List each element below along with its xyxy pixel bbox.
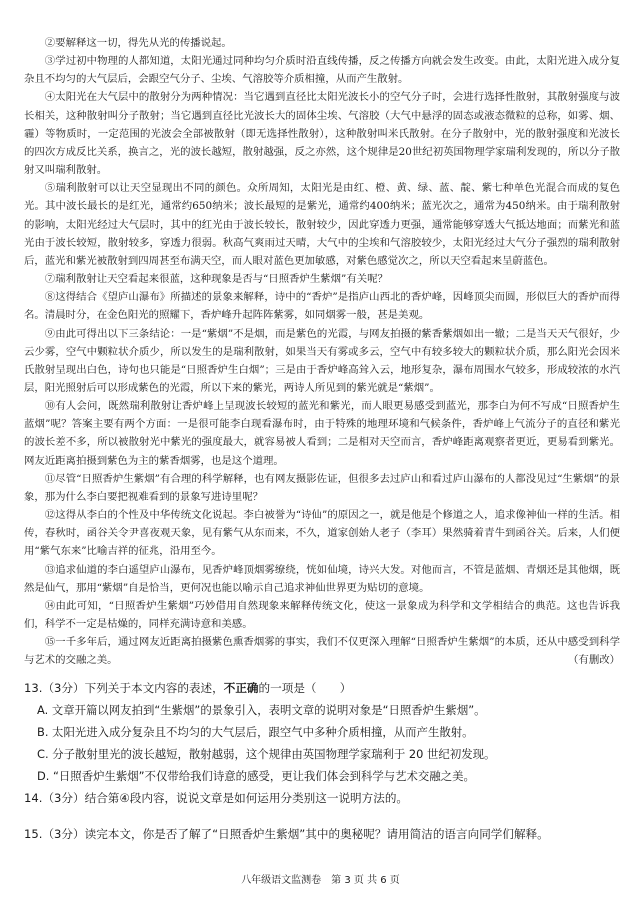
reading-passage [24, 34, 620, 669]
option-b: B. 太阳光进入成分复杂且不均匀的大气层后，跟空气中多种介质相撞，从而产生散射。 [37, 725, 474, 739]
question-15: 15.（3分）读完本文，你是否了解了“日照香炉生紫烟”其中的奥秘呢？请用简洁的语言向同学们解释。 [24, 827, 549, 841]
questions-section [24, 677, 620, 845]
paragraph-13: ⑬追求仙道的李白遥望庐山瀑布，见香炉峰顶烟雾缭绕，恍如仙境，诗兴大发。对他而言，不管是蓝烟、青烟还是其他烟，既然是仙气，那用“紫烟”自是恰当，更何况也能以喻示自己追求神仙世界更为贴切的意境。 [24, 563, 620, 594]
paragraph-8: ⑧这得结合《望庐山瀑布》所描述的景象来解释，诗中的“香炉”是指庐山西北的香炉峰，因峰顶尖而圆，形似巨大的香炉而得名。清晨时分，在金色阳光的照耀下，香炉峰升起阵阵紫雾，如同烟雾一般，甚是美观。 [24, 291, 620, 322]
paragraph-14: ⑭由此可知，“日照香炉生紫烟”巧妙借用自然现象来解释传统文化，使这一景象成为科学和文学相结合的典范。这也告诉我们，科学不一定是枯燥的，同样充满诗意和美感。 [24, 599, 620, 630]
paragraph-9: ⑨由此可得出以下三条结论：一是“紫烟”不是烟，而是紫色的光霞，与网友拍摄的紫香紫烟如出一辙；二是当天天气很好，少云少雾，空气中颗粒状介质少，所以发生的是瑞利散射，如果当天有雾或多云，空气中有较多较大的颗粒状介质，那么阳光会因米氏散射呈现出白色，诗句也只能是“日照香炉生白烟”；三是由于香炉峰高耸入云，地形复杂，瀑布周围水气较多，形成较浓的水汽层，阳光照射后可以形成紫色的光霞，所以下来的紫光，两诗人所见到的紫光就是“紫烟”。 [24, 327, 620, 394]
paragraph-7: ⑦瑞利散射让天空看起来很蓝，这种现象是否与“日照香炉生紫烟”有关呢？ [44, 273, 388, 286]
paragraph-4: ④太阳光在大气层中的散射分为两种情况：当它遇到直径比太阳光波长小的空气分子时，会进行选择性散射，其散射强度与波长相关，这种散射叫分子散射；当它遇到直径比光波长大的固体尘埃、气溶胶（大气中悬浮的固态或液态微粒的总称，如雾、烟、霾）等物质时，一定范围的光波会全部被散射（即无选择性散射），这种散射叫米氏散射。在分子散射中，光的散射强度和光波长的四次方成反比关系，换言之，光的波长越短，散射越强，反之亦然，这个规律是20世纪初英国物理学家瑞利发现的，所以分子散射又叫瑞利散射。 [24, 91, 620, 177]
question-13-stem-b: 的一项是（ ） [258, 681, 352, 695]
question-13-stem-a: 13.（3分）下列关于本文内容的表述， [24, 681, 224, 695]
option-a: A. 文章开篇以网友拍到“生紫烟”的景象引入，表明文章的说明对象是“日照香炉生紫烟”。 [37, 703, 486, 717]
option-d: D. “日照香炉生紫烟”不仅带给我们诗意的感受，更让我们体会到科学与艺术交融之美。 [37, 769, 475, 783]
paragraph-15 [24, 633, 620, 669]
source-note: （有删改） [568, 654, 620, 667]
question-13-emphasis: 不正确 [223, 681, 259, 695]
paragraph-5: ⑤瑞利散射可以让天空显现出不同的颜色。众所周知，太阳光是由红、橙、黄、绿、蓝、靛、紫七种单色光混合而成的复色光。其中波长最长的是红光，通常约650纳米；波长最短的是紫光，通常约400纳米；蓝光次之，通常为450纳米。由于瑞利散射的影响，太阳光经过大气层时，其中的红光由于波长较长，散射较少，因此穿透力更强，通常能够穿透大气抵达地面；而紫光和蓝光由于波长较短，散射较多，穿透力很弱。秋高气爽雨过天晴，大气中的尘埃和气溶胶较少，太阳光经过大气分子强烈的瑞利散射后，蓝光和紫光被散射到四周甚至布满天空，而人眼对蓝色更加敏感，对紫色感觉次之，所以天空看起来呈蔚蓝色。 [24, 182, 620, 267]
question-13-stem [24, 677, 620, 699]
option-c: C. 分子散射里光的波长越短，散射越弱，这个规律由英国物理学家瑞利于 20 世纪初发现。 [37, 747, 496, 761]
paragraph-11: ⑪尽管“日照香炉生紫烟”有合理的科学解释，也有网友摄影佐证，但很多去过庐山和看过庐山瀑布的人都没见过“生紫烟”的景象，那为什么李白要把视难看到的景象写进诗里呢？ [24, 472, 620, 503]
paragraph-3: ③学过初中物理的人都知道，太阳光通过同种均匀介质时沿直线传播，反之传播方向就会发生改变。由此，太阳光进入成分复杂且不均匀的大气层后，会跟空气分子、尘埃、气溶胶等介质相撞，从而产生散射。 [24, 55, 620, 86]
question-14: 14.（3分）结合第④段内容，说说文章是如何运用分类别这一说明方法的。 [24, 791, 409, 805]
paragraph-2: ②要解释这一切，得先从光的传播说起。 [44, 37, 232, 49]
paragraph-12: ⑫这得从李白的个性及中华传统文化说起。李白被誉为“诗仙”的原因之一，就是他是个修道之人，追求像神仙一样的生活。相传，春秋时，函谷关令尹喜夜观天象，见有紫气从东而来，不久，道家创始人老子（李耳）果然骑着青牛到函谷关。后来，人们便用“紫气东来”比喻吉祥的征兆，沿用至今。 [24, 509, 620, 558]
paragraph-15-text: ⑮一千多年后，通过网友近距离拍摄紫色熏香烟雾的事实，我们不仅更深入理解“日照香炉生紫烟”的本质，还从中感受到科学与艺术的交融之美。 [24, 636, 620, 667]
paragraph-10: ⑩有人会问，既然瑞利散射让香炉峰上呈现波长较短的蓝光和紫光，而人眼更易感受到蓝光，那李白为何不写成“日照香炉生蓝烟”呢？答案主要有两个方面：一是很可能李白现看瀑布时，由于特殊的地理环境和气候条件，香炉峰上气流分子的直径和紫光的波长差不多，所以被散射光中紫光的强度最大，就容易被人看到；二是相对天空而言，香炉峰距离观察者更近，更易看到紫光。网友近距离拍摄到紫色为主的紫香烟雾，也是这个道理。 [24, 400, 620, 467]
page-footer: 八年级语文监测卷 第 3 页 共 6 页 [241, 875, 400, 886]
